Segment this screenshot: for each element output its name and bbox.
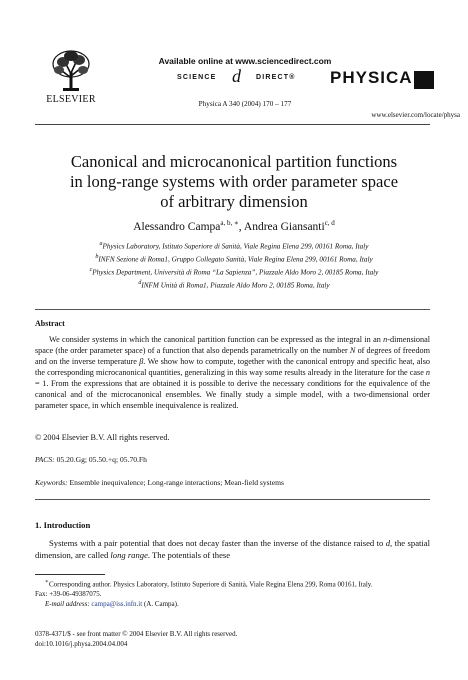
header-divider bbox=[35, 124, 430, 125]
abstract-heading: Abstract bbox=[35, 319, 65, 328]
footnote-fax: Fax: +39-06-49387075. bbox=[35, 589, 102, 598]
abstract-bottom-divider bbox=[35, 499, 430, 500]
abstract-fragment: = 1. From the expressions that are obtained it is possible to derive the necessary conditions for the equivalence of the canonical and of the microcanonical ensembles. We finally study a simple model, with a two-dimensional order parameter space, in which ensemble inequivalence is realized. bbox=[35, 379, 430, 410]
affiliation-line bbox=[30, 265, 438, 278]
footnote-mark: ∗ bbox=[45, 579, 49, 585]
author-name: Andrea Giansanti bbox=[243, 220, 325, 233]
email-link[interactable]: campa@iss.infn.it bbox=[91, 599, 143, 608]
author-name: Alessandro Campa bbox=[133, 220, 221, 233]
intro-fragment: Systems with a pair potential that does not decay faster than the inverse of the distance raised to bbox=[49, 538, 386, 548]
pacs-label: PACS: bbox=[35, 455, 55, 464]
title-line-3: of arbitrary dimension bbox=[160, 192, 308, 211]
footnote-divider bbox=[35, 574, 105, 575]
author-superscript: c, d bbox=[324, 219, 335, 227]
abstract-fragment: of degrees of freedom and on the inverse temperature bbox=[35, 346, 430, 366]
publisher-name: ELSEVIER bbox=[46, 94, 96, 105]
math-symbol: n bbox=[425, 368, 430, 377]
keywords-label: Keywords: bbox=[35, 478, 68, 487]
abstract-top-divider bbox=[35, 309, 430, 310]
math-symbol: N bbox=[349, 346, 356, 355]
affiliation-mark: a bbox=[99, 241, 103, 247]
elsevier-tree-icon bbox=[49, 48, 93, 92]
intro-fragment: . The potentials of these bbox=[147, 549, 231, 560]
sciencedirect-logo bbox=[150, 68, 340, 88]
email-suffix: (A. Campa). bbox=[142, 599, 179, 608]
introduction-text bbox=[35, 538, 430, 561]
abstract-fragment: -dimensional space (the order parameter space) of a function that also depends parametrically on the number bbox=[35, 335, 430, 355]
affiliation-mark: d bbox=[138, 279, 142, 286]
email-label: E-mail address: bbox=[45, 599, 90, 608]
doi-line[interactable]: doi:10.1016/j.physa.2004.04.004 bbox=[35, 639, 128, 648]
math-symbol: β bbox=[139, 357, 144, 366]
elsevier-logo bbox=[41, 48, 101, 110]
issn-line: 0378-4371/$ - see front matter © 2004 Elsevier B.V. All rights reserved. bbox=[35, 630, 238, 638]
physica-logo-text: PHYSICA bbox=[330, 68, 413, 87]
footnote-line bbox=[35, 578, 430, 590]
pacs-codes bbox=[35, 455, 147, 464]
affiliation-text: Physics Department, Università di Roma “La Sapienza”, Piazzale Aldo Moro 2, 00185 Roma, Italy bbox=[92, 268, 379, 277]
front-matter-footer bbox=[35, 630, 430, 649]
journal-reference: Physica A 340 (2004) 170 – 177 bbox=[198, 100, 292, 108]
affiliation-mark: c bbox=[89, 266, 93, 273]
footnote-email-line bbox=[35, 600, 430, 610]
author-separator: , bbox=[238, 220, 244, 233]
sciencedirect-d-icon: d bbox=[232, 66, 241, 86]
keywords-value: Ensemble inequivalence; Long-range interactions; Mean-field systems bbox=[67, 478, 284, 487]
journal-url[interactable]: www.elsevier.com/locate/physa bbox=[371, 111, 460, 119]
math-symbol: n bbox=[383, 335, 388, 344]
abstract-fragment: We consider systems in which the canonical partition function can be expressed as the integral in an bbox=[49, 335, 384, 344]
affiliation-text: INFN Sezione di Roma1, Gruppo Collegato Sanità, Viale Regina Elena 299, 00161 Roma, Italy bbox=[98, 255, 373, 264]
journal-header bbox=[0, 0, 468, 125]
abstract-copyright: © 2004 Elsevier B.V. All rights reserved. bbox=[35, 433, 170, 442]
physica-a-mark-icon bbox=[414, 71, 434, 89]
affiliation-text: INFM Unità di Roma1, Piazzale Aldo Moro 2, 00185 Roma, Italy bbox=[141, 281, 330, 290]
affiliation-line bbox=[30, 252, 438, 265]
article-title bbox=[30, 152, 438, 212]
author-superscript: a, b, ∗ bbox=[220, 219, 239, 227]
sciencedirect-right: DIRECT® bbox=[256, 74, 296, 81]
affiliation-line bbox=[30, 239, 438, 252]
affiliation-text: Physics Laboratory, Istituto Superiore di Sanità, Viale Regina Elena 299, 00161 Roma, Italy bbox=[102, 242, 369, 251]
pacs-value: 05.20.Gg; 05.50.+q; 05.70.Fh bbox=[54, 455, 147, 464]
title-line-2: in long-range systems with order parameter space bbox=[69, 172, 399, 191]
physica-logo bbox=[330, 68, 440, 94]
title-line-1: Canonical and microcanonical partition functions bbox=[70, 152, 398, 171]
math-symbol: d bbox=[385, 538, 391, 548]
affiliation-line bbox=[30, 278, 438, 291]
footnote-text: Corresponding author. Physics Laboratory, Istituto Superiore di Sanità, Viale Regina Elena 299, Roma 00161, Italy. bbox=[48, 580, 373, 589]
keywords bbox=[35, 478, 284, 487]
affiliation-mark: b bbox=[95, 253, 99, 260]
available-online-text: Available online at www.sciencedirect.com bbox=[158, 56, 332, 66]
footnote bbox=[35, 578, 430, 609]
author-list bbox=[30, 219, 438, 233]
abstract-text bbox=[35, 334, 430, 411]
sciencedirect-left: SCIENCE bbox=[177, 74, 217, 81]
abstract-fragment: . We show how to compute, together with the canonical entropy and specific heat, also the corresponding microcanonical quantities, generalizing in this way some results already in the literature for the case bbox=[35, 357, 430, 377]
section-heading: 1. Introduction bbox=[35, 520, 91, 530]
intro-fragment: , the spatial dimension, are called bbox=[35, 538, 430, 560]
affiliations bbox=[30, 239, 438, 291]
intro-term: long range bbox=[110, 549, 148, 560]
